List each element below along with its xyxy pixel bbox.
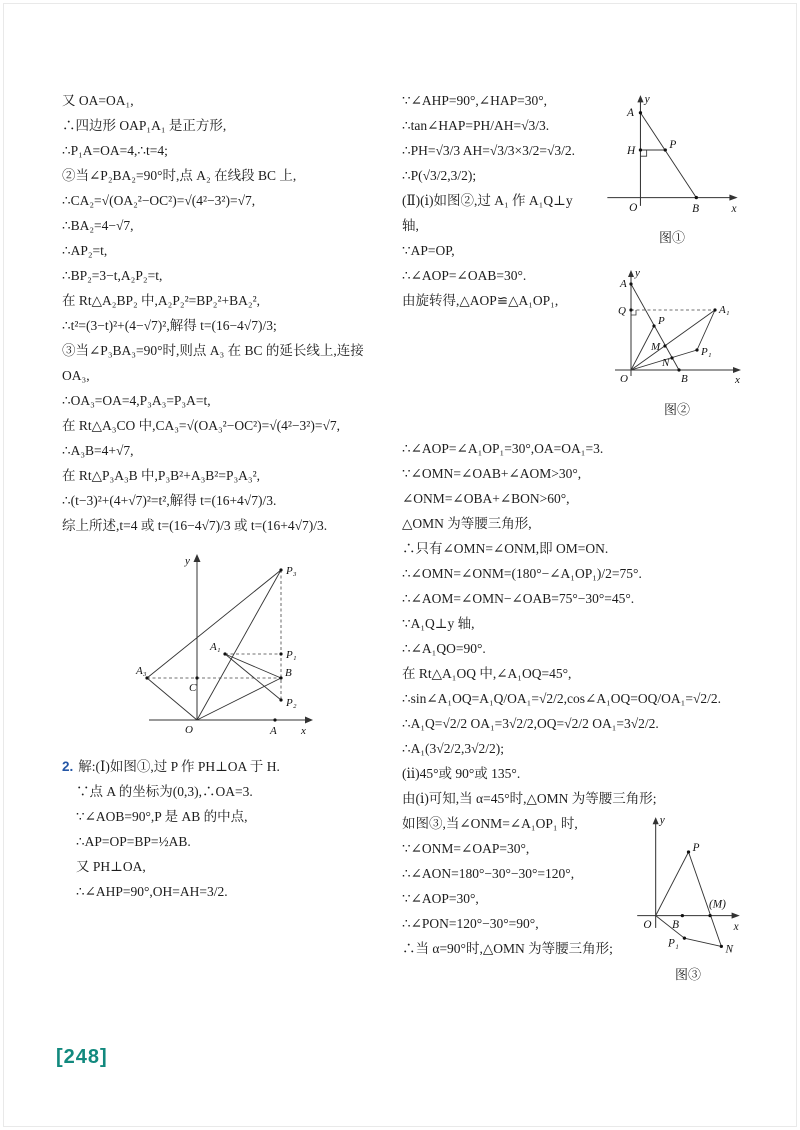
figure-2-diagram — [607, 266, 747, 394]
label-y-axis: y — [644, 93, 650, 106]
text-line: ∴∠AON=180°−30°−30°=120°, — [402, 866, 575, 882]
text-line: 又 OA=OA₁, — [62, 93, 134, 108]
label-point-q: Q — [618, 305, 626, 318]
label-point-p: P — [692, 842, 700, 855]
text-line: ∵∠ONM=∠OAP=30°, — [402, 841, 530, 857]
text-line: ∴CA₂=√(OA₂²−OC²)=√(4²−3²)=√7, — [62, 193, 256, 208]
label-point-p3: P₃ — [285, 565, 297, 577]
label-y-axis: y — [184, 555, 190, 567]
text-line: (Ⅱ)(ⅰ)如图②,过 A₁ 作 A₁Q⊥y 轴, — [402, 193, 573, 233]
label-origin: O — [620, 373, 628, 386]
text-line: ∴∠AHP=90°,OH=AH=3/2. — [76, 884, 228, 899]
label-point-m: M — [651, 341, 661, 354]
figure-1-diagram — [597, 90, 747, 222]
text-line: ∴A₁(3√2/2,3√2/2); — [402, 741, 504, 757]
text-line: (ⅱ)45°或 90°或 135°. — [402, 766, 521, 782]
label-y-axis: y — [659, 814, 665, 827]
text-line: ∴A₃B=4+√7, — [62, 443, 134, 458]
text-line: ∵∠OMN=∠OAB+∠AOM>30°, — [402, 466, 582, 482]
text-line: ∵∠AOB=90°,P 是 AB 的中点, — [76, 809, 248, 824]
text-line: ∴PH=√3/3 AH=√3/3×3/2=√3/2. — [402, 143, 576, 158]
text-line: ∴t²=(3−t)²+(4−√7)²,解得 t=(16−4√7)/3; — [62, 318, 277, 333]
label-point-b: B — [672, 919, 679, 932]
figure-3 — [629, 813, 747, 987]
label-point-n: N — [725, 943, 733, 956]
text-line: ∴只有∠OMN=∠ONM,即 OM=ON. — [402, 541, 609, 557]
text-line: 综上所述,t=4 或 t=(16−4√7)/3 或 t=(16+4√7)/3. — [62, 518, 328, 533]
figure-main-diagram — [135, 548, 320, 746]
label-point-c: C — [188, 682, 196, 694]
text-line: ∴A₁Q=√2/2 OA₁=3√2/2,OQ=√2/2 OA₁=3√2/2. — [402, 716, 659, 732]
text-line: △OMN 为等腰三角形, — [402, 516, 532, 532]
text-line: ∠ONM=∠OBA+∠BON>60°, — [402, 491, 570, 507]
label-x-axis: x — [735, 374, 740, 387]
text-line: ∴tan∠HAP=PH/AH=√3/3. — [402, 118, 550, 133]
text-line: ∴P₁A=OA=4,∴t=4; — [62, 143, 168, 158]
label-point-p1: P₁ — [285, 649, 297, 661]
figure-2-caption: 图② — [663, 402, 690, 418]
problem-2-heading — [62, 754, 392, 779]
problem-intro: 解:(Ⅰ)如图①,过 P 作 PH⊥OA 于 H. — [78, 759, 280, 774]
label-point-p: P — [658, 315, 665, 328]
figure-1 — [597, 90, 747, 250]
label-point-a3: A₃ — [135, 665, 147, 677]
text-line: ∴BA₂=4−√7, — [62, 218, 134, 233]
left-column — [62, 88, 392, 904]
text-line: ∴AP=OP=BP=½AB. — [76, 834, 191, 849]
text-line: 如图③,当∠ONM=∠A₁OP₁ 时, — [402, 816, 578, 832]
label-point-a: A — [627, 106, 634, 119]
text-line: 由旋转得,△AOP≌△A₁OP₁, — [402, 293, 559, 308]
label-point-m: (M) — [709, 898, 726, 911]
text-line: ∴P(√3/2,3/2); — [402, 168, 477, 183]
right-column — [402, 88, 747, 1001]
text-line: 在 Rt△A₁OQ 中,∠A₁OQ=45°, — [402, 666, 572, 682]
label-origin: O — [643, 919, 652, 932]
label-point-n: N — [662, 357, 670, 370]
label-point-p2: P₂ — [285, 697, 297, 709]
problem-number: 2. — [62, 759, 74, 774]
label-origin: O — [184, 724, 193, 736]
text-line: ∴∠OMN=∠ONM=(180°−∠A₁OP₁)/2=75°. — [402, 566, 642, 582]
label-point-a1: A₁ — [209, 641, 221, 653]
text-line: 在 Rt△A₂BP₂ 中,A₂P₂²=BP₂²+BA₂², — [62, 293, 261, 308]
text-line: ②当∠P₂BA₂=90°时,点 A₂ 在线段 BC 上, — [62, 168, 297, 183]
label-point-h: H — [627, 145, 636, 158]
text-line: ∴∠AOM=∠OMN−∠OAB=75°−30°=45°. — [402, 591, 635, 607]
text-line: ∴四边形 OAP₁A₁ 是正方形, — [62, 118, 227, 133]
label-point-b: B — [692, 203, 700, 216]
text-line: ∴∠PON=120°−30°=90°, — [402, 916, 539, 932]
label-point-a: A — [620, 278, 627, 291]
text-line: ∴OA₃=OA=4,P₃A₃=P₃A=t, — [62, 393, 211, 408]
text-line: 在 Rt△A₃CO 中,CA₃=√(OA₃²−OC²)=√(4²−3²)=√7, — [62, 418, 340, 433]
text-line: ∵AP=OP, — [402, 243, 455, 258]
text-line: ③当∠P₃BA₃=90°时,则点 A₃ 在 BC 的延长线上,连接 OA₃, — [62, 343, 364, 383]
text-line: 又 PH⊥OA, — [76, 859, 146, 874]
text-line: ∴∠AOP=∠A₁OP₁=30°,OA=OA₁=3. — [402, 441, 604, 457]
figure-1-caption: 图① — [658, 230, 685, 246]
label-point-p1: P₁ — [667, 937, 679, 950]
text-line: ∵∠AOP=30°, — [402, 891, 479, 907]
label-x-axis: x — [733, 921, 739, 934]
text-line: ∵A₁Q⊥y 轴, — [402, 616, 475, 632]
page-number: [248] — [56, 1046, 108, 1068]
text-line: ∴∠A₁QO=90°. — [402, 641, 486, 657]
label-x-axis: x — [731, 203, 737, 216]
text-line: ∴AP₂=t, — [62, 243, 108, 258]
text-line: ∴BP₂=3−t,A₂P₂=t, — [62, 268, 163, 283]
label-x-axis: x — [300, 725, 306, 737]
text-line: ∴sin∠A₁OQ=A₁Q/OA₁=√2/2,cos∠A₁OQ=OQ/OA₁=√2/2. — [402, 691, 722, 707]
label-y-axis: y — [635, 267, 640, 280]
figure-3-diagram — [629, 813, 747, 959]
label-point-p: P — [669, 138, 677, 151]
text-line: ∵∠AHP=90°,∠HAP=30°, — [402, 93, 547, 108]
text-line: ∴(t−3)²+(4+√7)²=t²,解得 t=(16+4√7)/3. — [62, 493, 277, 508]
text-line: ∴∠AOP=∠OAB=30°. — [402, 268, 527, 283]
text-line: 由(ⅰ)可知,当 α=45°时,△OMN 为等腰三角形; — [402, 791, 657, 807]
label-point-a1: A₁ — [719, 304, 730, 317]
text-line: ∵点 A 的坐标为(0,3),∴OA=3. — [76, 784, 253, 799]
label-point-b: B — [284, 667, 292, 679]
label-point-b: B — [681, 373, 688, 386]
figure-2 — [607, 266, 747, 422]
label-origin: O — [629, 202, 638, 215]
text-line: ∴当 α=90°时,△OMN 为等腰三角形; — [402, 941, 613, 957]
figure-3-caption: 图③ — [674, 967, 701, 983]
label-point-p1: P₁ — [701, 346, 712, 359]
label-point-a: A — [269, 725, 277, 737]
text-line: 在 Rt△P₃A₃B 中,P₃B²+A₃B²=P₃A₃², — [62, 468, 261, 483]
figure-main — [135, 548, 320, 746]
